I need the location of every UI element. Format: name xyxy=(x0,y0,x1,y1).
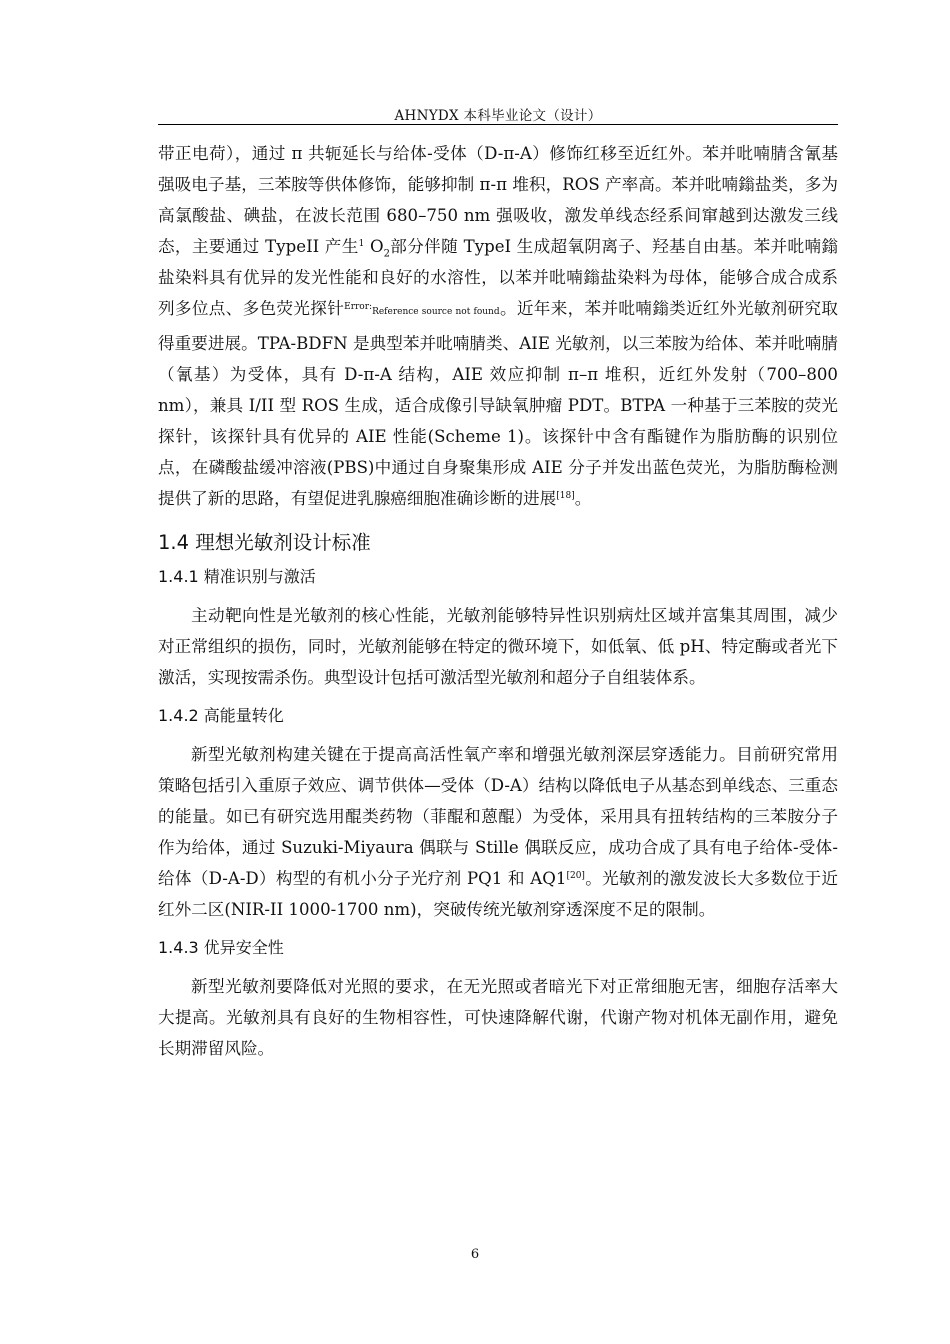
para1-text-3: 部分伴随 TypeI 生成超氧阴离子、羟基自由基。苯并吡喃鎓盐染料具有优异的发光性能和良好的水溶性，以苯并吡喃鎓盐染料为母体，能够合成合成系列多位点、多色荧光探针 xyxy=(158,237,838,318)
para1-text-5: 。 xyxy=(574,489,592,508)
paragraph-benzopyran xyxy=(158,138,838,514)
subsection-heading-1-4-2: 1.4.2 高能量转化 xyxy=(158,706,284,725)
superscript-singlet: 1 xyxy=(358,239,365,249)
page-number: 6 xyxy=(470,1247,480,1262)
subscript-two: 2 xyxy=(383,248,390,260)
page-body xyxy=(158,138,838,1064)
citation-18: [18] xyxy=(556,491,575,501)
para1-text-1: 带正电荷），通过 π 共轭延长与给体-受体（D-π-A）修饰红移至近红外。苯并吡喃腈含氰基强吸电子基，三苯胺等供体修饰，能够抑制 π-π 堆积，ROS 产率高。苯并吡喃鎓盐类，多为高氯酸盐、碘盐，在波长范围 680–750 nm 强吸收，激发单线态经系间窜越到达激发三线态，主要通过 TypeII 产生 xyxy=(158,144,838,256)
paragraph-safety: 新型光敏剂要降低对光照的要求，在无光照或者暗光下对正常细胞无害，细胞存活率大大提高。光敏剂具有良好的生物相容性，可快速降解代谢，代谢产物对机体无副作用，避免长期滞留风险。 xyxy=(158,977,838,1058)
para1-text-4: 。近年来，苯并吡喃鎓类近红外光敏剂研究取得重要进展。TPA-BDFN 是典型苯并吡喃腈类、AIE 光敏剂，以三苯胺为给体、苯并吡喃腈（氰基）为受体，具有 D-π-A 结构，AIE 效应抑制 π–π 堆积，近红外发射（700–800 nm），兼具 I/II 型 ROS 生成，适合成像引导缺氧肿瘤 PDT。BTPA 一种基于三苯胺的荧光探针，该探针具有优异的 AIE 性能(Scheme 1)。该探针中含有酯键作为脂肪酶的识别位点，在磷酸盐缓冲溶液(PBS)中通过自身聚集形成 AIE 分子并发出蓝色荧光，为脂肪酶检测提供了新的思路，有望促进乳腺癌细胞准确诊断的进展 xyxy=(158,299,839,508)
section-heading-1-4: 1.4 理想光敏剂设计标准 xyxy=(158,531,371,554)
broken-reference-a: Error: xyxy=(344,302,373,312)
citation-20: [20] xyxy=(566,871,585,881)
para-1-4-2-text-1: 新型光敏剂构建关键在于提高高活性氧产率和增强光敏剂深层穿透能力。目前研究常用策略包括引入重原子效应、调节供体—受体（D-A）结构以降低电子从基态到单线态、三重态的能量。如已有研究选用醌类药物（菲醌和蒽醌）为受体，采用具有扭转结构的三苯胺分子作为给体，通过 Suzuki-Miyaura 偶联与 Stille 偶联反应，成功合成了具有电子给体-受体-给体（D-A-D）构型的有机小分子光疗剂 PQ1 和 AQ1 xyxy=(158,745,838,888)
broken-reference-b: Reference source not found xyxy=(372,307,500,317)
header-rule xyxy=(158,124,838,125)
running-header: AHNYDX 本科毕业论文（设计） xyxy=(394,108,602,124)
paragraph-energy-conversion xyxy=(158,739,838,925)
paragraph-targeting: 主动靶向性是光敏剂的核心性能，光敏剂能够特异性识别病灶区域并富集其周围，减少对正常组织的损伤，同时，光敏剂能够在特定的微环境下，如低氧、低 pH、特定酶或者光下激活，实现按需杀伤。典型设计包括可激活型光敏剂和超分子自组装体系。 xyxy=(158,606,838,687)
subsection-heading-1-4-3: 1.4.3 优异安全性 xyxy=(158,938,284,957)
para1-text-2: O xyxy=(364,237,384,256)
para-1-4-2-text-2: 。光敏剂的激发波长大多数位于近红外二区(NIR-II 1000-1700 nm)，突破传统光敏剂穿透深度不足的限制。 xyxy=(158,869,838,919)
subsection-heading-1-4-1: 1.4.1 精准识别与激活 xyxy=(158,567,316,586)
